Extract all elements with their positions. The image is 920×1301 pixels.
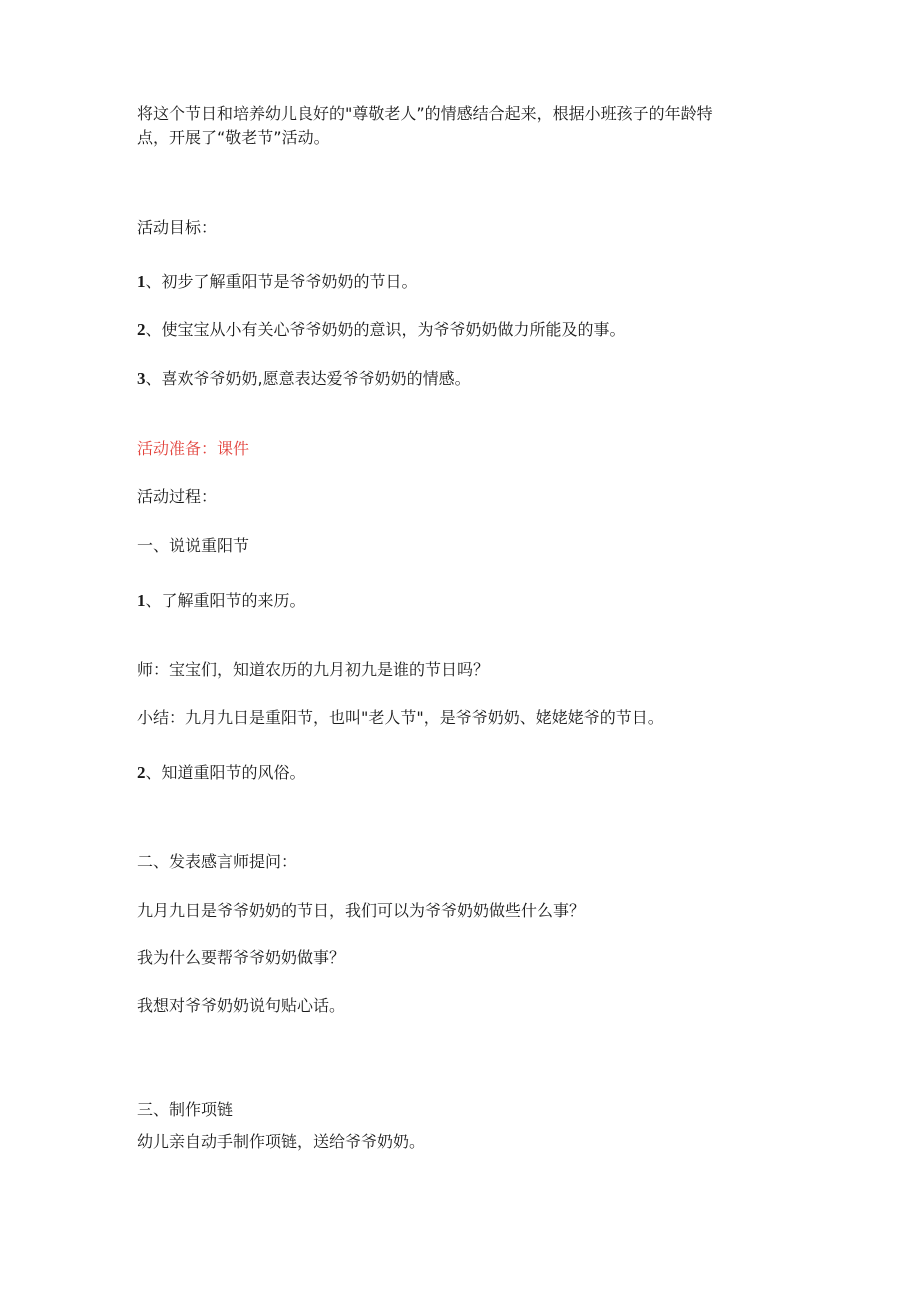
intro-line-2: 点，开展了“敬老节”活动。 [137, 128, 330, 147]
goal-item-1 [137, 270, 418, 294]
part1-heading: 一、说说重阳节 [137, 536, 250, 555]
goal-item-text: 、使宝宝从小有关心爷爷奶奶的意识，为爷爷奶奶做力所能及的事。 [145, 320, 626, 339]
goal-item-number: 2 [137, 320, 146, 339]
part2-heading: 二、发表感言师提问： [137, 852, 298, 871]
preparation: 活动准备：课件 [137, 439, 250, 458]
question-2: 我为什么要帮爷爷奶奶做事？ [137, 948, 346, 967]
part3-text: 幼儿亲自动手制作项链，送给爷爷奶奶。 [137, 1132, 426, 1151]
goal-item-text: 、初步了解重阳节是爷爷奶奶的节日。 [145, 272, 418, 291]
intro-line-1: 将这个节日和培养幼儿良好的"尊敬老人”的情感结合起来，根据小班孩子的年龄特 [137, 104, 713, 123]
teacher-question: 师：宝宝们，知道农历的九月初九是谁的节日吗？ [137, 660, 490, 679]
summary: 小结：九月九日是重阳节，也叫"老人节"，是爷爷奶奶、姥姥姥爷的节日。 [137, 708, 664, 727]
step-text: 、了解重阳节的来历。 [145, 591, 306, 610]
goal-item-number: 1 [137, 272, 146, 291]
part3-heading: 三、制作项链 [137, 1100, 234, 1119]
question-3: 我想对爷爷奶奶说句贴心话。 [137, 996, 346, 1015]
step-text: 、知道重阳节的风俗。 [145, 763, 306, 782]
step-number: 1 [137, 591, 146, 610]
part1-step-1 [137, 589, 306, 613]
goal-item-text: 、喜欢爷爷奶奶,愿意表达爱爷爷奶奶的情感。 [145, 369, 471, 388]
process-heading: 活动过程： [137, 487, 218, 506]
goals-heading: 活动目标： [137, 218, 218, 237]
goal-item-2 [137, 318, 626, 342]
step-number: 2 [137, 763, 146, 782]
goal-item-number: 3 [137, 369, 146, 388]
part1-step-2 [137, 761, 306, 785]
question-1: 九月九日是爷爷奶奶的节日，我们可以为爷爷奶奶做些什么事？ [137, 901, 586, 920]
goal-item-3 [137, 367, 471, 391]
